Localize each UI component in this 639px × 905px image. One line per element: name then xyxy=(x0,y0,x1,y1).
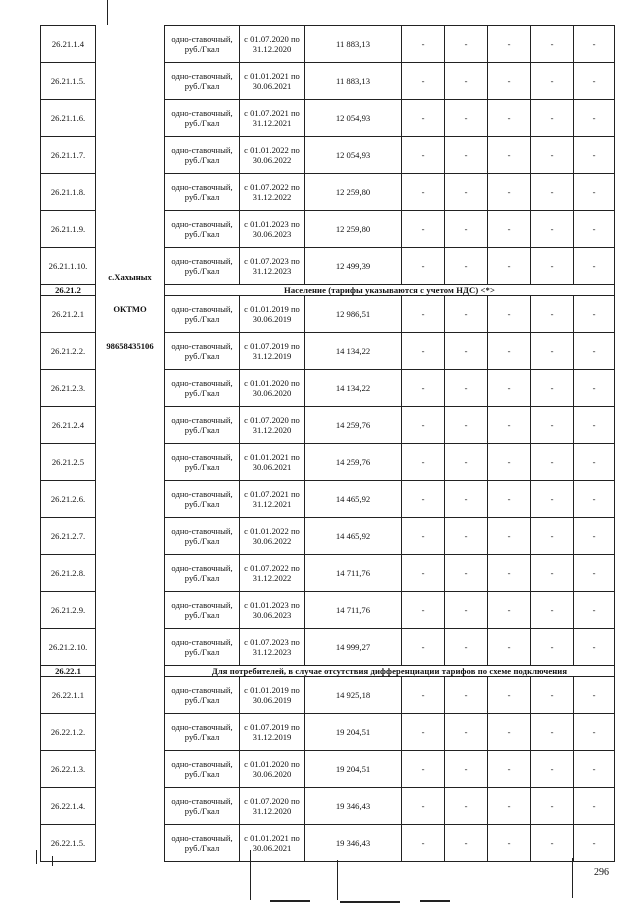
empty-value: - xyxy=(445,481,488,518)
tariff-period: с 01.01.2021 по 30.06.2021 xyxy=(240,63,305,100)
table-row xyxy=(41,407,615,444)
tariff-table xyxy=(40,25,615,862)
empty-value: - xyxy=(531,518,574,555)
empty-value: - xyxy=(574,100,615,137)
empty-value: - xyxy=(531,714,574,751)
empty-value: - xyxy=(488,333,531,370)
empty-value: - xyxy=(445,518,488,555)
tariff-price: 12 499,39 xyxy=(305,248,402,285)
scan-mark xyxy=(270,900,310,902)
tariff-period: с 01.07.2022 по 31.12.2022 xyxy=(240,555,305,592)
empty-value: - xyxy=(574,296,615,333)
settlement-cell xyxy=(96,285,165,296)
tariff-price: 14 134,22 xyxy=(305,370,402,407)
empty-value: - xyxy=(402,714,445,751)
empty-value: - xyxy=(531,26,574,63)
empty-value: - xyxy=(445,63,488,100)
scan-mark xyxy=(36,850,37,864)
settlement-cell xyxy=(96,296,165,333)
empty-value: - xyxy=(574,248,615,285)
table-row xyxy=(41,296,615,333)
empty-value: - xyxy=(402,296,445,333)
empty-value: - xyxy=(488,407,531,444)
oktmo-label: ОКТМО xyxy=(113,303,147,314)
settlement-cell xyxy=(96,137,165,174)
tariff-type: одно-ставочный, руб./Гкал xyxy=(165,518,240,555)
empty-value: - xyxy=(488,444,531,481)
row-code: 26.21.1.8. xyxy=(41,174,96,211)
empty-value: - xyxy=(402,481,445,518)
empty-value: - xyxy=(531,444,574,481)
empty-value: - xyxy=(531,211,574,248)
table-row xyxy=(41,137,615,174)
tariff-period: с 01.01.2019 по 30.06.2019 xyxy=(240,296,305,333)
empty-value: - xyxy=(574,174,615,211)
tariff-price: 14 259,76 xyxy=(305,407,402,444)
empty-value: - xyxy=(531,248,574,285)
settlement-cell xyxy=(96,63,165,100)
table-row xyxy=(41,248,615,285)
oktmo-code: 98658435106 xyxy=(106,340,154,351)
table-row xyxy=(41,444,615,481)
empty-value: - xyxy=(445,629,488,666)
row-code: 26.21.2.7. xyxy=(41,518,96,555)
settlement-cell xyxy=(96,714,165,751)
empty-value: - xyxy=(445,825,488,862)
table-row xyxy=(41,211,615,248)
empty-value: - xyxy=(402,751,445,788)
table-row xyxy=(41,174,615,211)
empty-value: - xyxy=(531,555,574,592)
tariff-price: 12 054,93 xyxy=(305,100,402,137)
empty-value: - xyxy=(488,518,531,555)
empty-value: - xyxy=(574,825,615,862)
row-code: 26.21.1.9. xyxy=(41,211,96,248)
empty-value: - xyxy=(488,825,531,862)
empty-value: - xyxy=(402,137,445,174)
empty-value: - xyxy=(574,629,615,666)
empty-value: - xyxy=(445,370,488,407)
tariff-type: одно-ставочный, руб./Гкал xyxy=(165,481,240,518)
settlement-cell xyxy=(96,444,165,481)
tariff-period: с 01.01.2023 по 30.06.2023 xyxy=(240,592,305,629)
row-code: 26.21.1.5. xyxy=(41,63,96,100)
scan-mark xyxy=(52,856,53,866)
empty-value: - xyxy=(531,788,574,825)
table-row xyxy=(41,518,615,555)
row-code: 26.21.2.5 xyxy=(41,444,96,481)
empty-value: - xyxy=(574,592,615,629)
tariff-price: 14 711,76 xyxy=(305,555,402,592)
row-code: 26.21.1.7. xyxy=(41,137,96,174)
empty-value: - xyxy=(574,714,615,751)
table-row xyxy=(41,481,615,518)
scan-mark xyxy=(572,858,573,898)
tariff-type: одно-ставочный, руб./Гкал xyxy=(165,629,240,666)
tariff-price: 19 346,43 xyxy=(305,825,402,862)
empty-value: - xyxy=(445,100,488,137)
empty-value: - xyxy=(488,26,531,63)
settlement-cell xyxy=(96,407,165,444)
empty-value: - xyxy=(445,407,488,444)
empty-value: - xyxy=(488,555,531,592)
empty-value: - xyxy=(531,370,574,407)
section-title: Население (тарифы указываются с учетом НДС) <*> xyxy=(165,285,615,296)
row-code: 26.22.1.1 xyxy=(41,677,96,714)
tariff-price: 19 346,43 xyxy=(305,788,402,825)
scan-mark xyxy=(250,850,251,900)
tariff-period: с 01.01.2021 по 30.06.2021 xyxy=(240,444,305,481)
row-code: 26.21.1.10. xyxy=(41,248,96,285)
table-row xyxy=(41,751,615,788)
empty-value: - xyxy=(531,333,574,370)
empty-value: - xyxy=(574,555,615,592)
empty-value: - xyxy=(402,677,445,714)
tariff-type: одно-ставочный, руб./Гкал xyxy=(165,370,240,407)
tariff-type: одно-ставочный, руб./Гкал xyxy=(165,211,240,248)
empty-value: - xyxy=(488,481,531,518)
section-row xyxy=(41,285,615,296)
empty-value: - xyxy=(445,26,488,63)
empty-value: - xyxy=(574,63,615,100)
empty-value: - xyxy=(402,100,445,137)
empty-value: - xyxy=(402,518,445,555)
tariff-price: 14 259,76 xyxy=(305,444,402,481)
empty-value: - xyxy=(488,211,531,248)
empty-value: - xyxy=(488,63,531,100)
empty-value: - xyxy=(402,555,445,592)
empty-value: - xyxy=(445,751,488,788)
table-row xyxy=(41,370,615,407)
empty-value: - xyxy=(402,407,445,444)
settlement-cell xyxy=(96,100,165,137)
row-code: 26.21.2.4 xyxy=(41,407,96,444)
empty-value: - xyxy=(574,751,615,788)
tariff-type: одно-ставочный, руб./Гкал xyxy=(165,592,240,629)
empty-value: - xyxy=(574,481,615,518)
empty-value: - xyxy=(445,333,488,370)
tariff-price: 14 925,18 xyxy=(305,677,402,714)
settlement-cell xyxy=(96,333,165,370)
table-row xyxy=(41,555,615,592)
settlement-cell xyxy=(96,481,165,518)
empty-value: - xyxy=(445,677,488,714)
tariff-type: одно-ставочный, руб./Гкал xyxy=(165,296,240,333)
empty-value: - xyxy=(445,555,488,592)
empty-value: - xyxy=(574,211,615,248)
empty-value: - xyxy=(531,677,574,714)
settlement-cell xyxy=(96,751,165,788)
settlement-cell xyxy=(96,26,165,63)
row-code: 26.21.2.1 xyxy=(41,296,96,333)
empty-value: - xyxy=(531,296,574,333)
section-title: Для потребителей, в случае отсутствия дифференциации тарифов по схеме подключения xyxy=(165,666,615,677)
empty-value: - xyxy=(402,629,445,666)
tariff-type: одно-ставочный, руб./Гкал xyxy=(165,788,240,825)
empty-value: - xyxy=(488,370,531,407)
section-code: 26.21.2 xyxy=(41,285,96,296)
row-code: 26.21.2.2. xyxy=(41,333,96,370)
tariff-period: с 01.01.2021 по 30.06.2021 xyxy=(240,825,305,862)
empty-value: - xyxy=(488,248,531,285)
empty-value: - xyxy=(531,137,574,174)
empty-value: - xyxy=(402,63,445,100)
empty-value: - xyxy=(574,444,615,481)
empty-value: - xyxy=(402,174,445,211)
tariff-period: с 01.07.2023 по 31.12.2023 xyxy=(240,248,305,285)
tariff-price: 11 883,13 xyxy=(305,26,402,63)
empty-value: - xyxy=(488,296,531,333)
tariff-price: 12 986,51 xyxy=(305,296,402,333)
tariff-type: одно-ставочный, руб./Гкал xyxy=(165,63,240,100)
tariff-price: 14 465,92 xyxy=(305,481,402,518)
table-row xyxy=(41,26,615,63)
tariff-period: с 01.01.2020 по 30.06.2020 xyxy=(240,370,305,407)
empty-value: - xyxy=(445,174,488,211)
empty-value: - xyxy=(445,714,488,751)
empty-value: - xyxy=(574,26,615,63)
scan-mark xyxy=(337,860,338,900)
row-code: 26.22.1.2. xyxy=(41,714,96,751)
tariff-period: с 01.01.2022 по 30.06.2022 xyxy=(240,518,305,555)
empty-value: - xyxy=(402,444,445,481)
tariff-type: одно-ставочный, руб./Гкал xyxy=(165,174,240,211)
empty-value: - xyxy=(445,248,488,285)
tariff-type: одно-ставочный, руб./Гкал xyxy=(165,444,240,481)
empty-value: - xyxy=(445,296,488,333)
settlement-cell xyxy=(96,677,165,714)
tariff-period: с 01.01.2023 по 30.06.2023 xyxy=(240,211,305,248)
row-code: 26.22.1.5. xyxy=(41,825,96,862)
tariff-period: с 01.07.2020 по 31.12.2020 xyxy=(240,788,305,825)
settlement-cell xyxy=(96,788,165,825)
tariff-price: 14 134,22 xyxy=(305,333,402,370)
section-row xyxy=(41,666,615,677)
row-code: 26.22.1.3. xyxy=(41,751,96,788)
empty-value: - xyxy=(488,677,531,714)
tariff-type: одно-ставочный, руб./Гкал xyxy=(165,555,240,592)
settlement-cell xyxy=(96,248,165,285)
settlement-name: с.Хахыных xyxy=(108,271,152,282)
settlement-cell xyxy=(96,592,165,629)
empty-value: - xyxy=(574,407,615,444)
empty-value: - xyxy=(574,137,615,174)
empty-value: - xyxy=(574,788,615,825)
tariff-type: одно-ставочный, руб./Гкал xyxy=(165,137,240,174)
table-row xyxy=(41,100,615,137)
tariff-period: с 01.07.2020 по 31.12.2020 xyxy=(240,26,305,63)
tariff-period: с 01.01.2022 по 30.06.2022 xyxy=(240,137,305,174)
tariff-type: одно-ставочный, руб./Гкал xyxy=(165,677,240,714)
tariff-price: 19 204,51 xyxy=(305,751,402,788)
empty-value: - xyxy=(488,592,531,629)
table-row xyxy=(41,677,615,714)
empty-value: - xyxy=(531,751,574,788)
table-row xyxy=(41,333,615,370)
tariff-price: 12 054,93 xyxy=(305,137,402,174)
empty-value: - xyxy=(402,592,445,629)
empty-value: - xyxy=(402,788,445,825)
tariff-period: с 01.01.2020 по 30.06.2020 xyxy=(240,751,305,788)
tariff-period: с 01.07.2021 по 31.12.2021 xyxy=(240,481,305,518)
tariff-type: одно-ставочный, руб./Гкал xyxy=(165,26,240,63)
empty-value: - xyxy=(531,407,574,444)
tariff-type: одно-ставочный, руб./Гкал xyxy=(165,248,240,285)
row-code: 26.21.1.4 xyxy=(41,26,96,63)
empty-value: - xyxy=(531,481,574,518)
tariff-period: с 01.07.2019 по 31.12.2019 xyxy=(240,333,305,370)
empty-value: - xyxy=(531,100,574,137)
tariff-type: одно-ставочный, руб./Гкал xyxy=(165,751,240,788)
empty-value: - xyxy=(402,248,445,285)
tariff-type: одно-ставочный, руб./Гкал xyxy=(165,333,240,370)
table-row xyxy=(41,825,615,862)
empty-value: - xyxy=(402,825,445,862)
empty-value: - xyxy=(445,137,488,174)
tariff-period: с 01.07.2023 по 31.12.2023 xyxy=(240,629,305,666)
empty-value: - xyxy=(488,751,531,788)
table-row xyxy=(41,714,615,751)
row-code: 26.21.2.10. xyxy=(41,629,96,666)
section-code: 26.22.1 xyxy=(41,666,96,677)
empty-value: - xyxy=(402,26,445,63)
tariff-price: 14 465,92 xyxy=(305,518,402,555)
empty-value: - xyxy=(445,444,488,481)
empty-value: - xyxy=(531,174,574,211)
empty-value: - xyxy=(488,629,531,666)
empty-value: - xyxy=(445,592,488,629)
row-code: 26.21.2.9. xyxy=(41,592,96,629)
empty-value: - xyxy=(488,137,531,174)
empty-value: - xyxy=(574,677,615,714)
empty-value: - xyxy=(445,788,488,825)
settlement-cell xyxy=(96,518,165,555)
row-code: 26.21.2.6. xyxy=(41,481,96,518)
page-number: 296 xyxy=(594,867,609,878)
tariff-period: с 01.07.2019 по 31.12.2019 xyxy=(240,714,305,751)
empty-value: - xyxy=(402,333,445,370)
empty-value: - xyxy=(574,333,615,370)
tariff-price: 12 259,80 xyxy=(305,174,402,211)
table-row xyxy=(41,629,615,666)
empty-value: - xyxy=(531,825,574,862)
row-code: 26.21.1.6. xyxy=(41,100,96,137)
settlement-cell xyxy=(96,666,165,677)
empty-value: - xyxy=(531,63,574,100)
row-code: 26.22.1.4. xyxy=(41,788,96,825)
tariff-type: одно-ставочный, руб./Гкал xyxy=(165,100,240,137)
scan-mark xyxy=(107,0,108,25)
scan-mark xyxy=(420,900,450,902)
table-row xyxy=(41,63,615,100)
empty-value: - xyxy=(402,211,445,248)
tariff-period: с 01.07.2022 по 31.12.2022 xyxy=(240,174,305,211)
tariff-price: 14 711,76 xyxy=(305,592,402,629)
tariff-price: 11 883,13 xyxy=(305,63,402,100)
empty-value: - xyxy=(531,592,574,629)
settlement-cell xyxy=(96,370,165,407)
empty-value: - xyxy=(574,518,615,555)
tariff-period: с 01.07.2020 по 31.12.2020 xyxy=(240,407,305,444)
settlement-cell xyxy=(96,174,165,211)
tariff-price: 12 259,80 xyxy=(305,211,402,248)
tariff-type: одно-ставочный, руб./Гкал xyxy=(165,407,240,444)
tariff-period: с 01.01.2019 по 30.06.2019 xyxy=(240,677,305,714)
empty-value: - xyxy=(488,174,531,211)
tariff-price: 19 204,51 xyxy=(305,714,402,751)
empty-value: - xyxy=(531,629,574,666)
empty-value: - xyxy=(402,370,445,407)
table-row xyxy=(41,592,615,629)
tariff-period: с 01.07.2021 по 31.12.2021 xyxy=(240,100,305,137)
empty-value: - xyxy=(488,788,531,825)
settlement-cell xyxy=(96,555,165,592)
empty-value: - xyxy=(445,211,488,248)
scan-mark xyxy=(340,901,400,903)
tariff-type: одно-ставочный, руб./Гкал xyxy=(165,825,240,862)
settlement-cell xyxy=(96,211,165,248)
row-code: 26.21.2.8. xyxy=(41,555,96,592)
tariff-type: одно-ставочный, руб./Гкал xyxy=(165,714,240,751)
table-row xyxy=(41,788,615,825)
empty-value: - xyxy=(488,100,531,137)
settlement-cell xyxy=(96,629,165,666)
tariff-price: 14 999,27 xyxy=(305,629,402,666)
settlement-cell xyxy=(96,825,165,862)
empty-value: - xyxy=(574,370,615,407)
row-code: 26.21.2.3. xyxy=(41,370,96,407)
empty-value: - xyxy=(488,714,531,751)
